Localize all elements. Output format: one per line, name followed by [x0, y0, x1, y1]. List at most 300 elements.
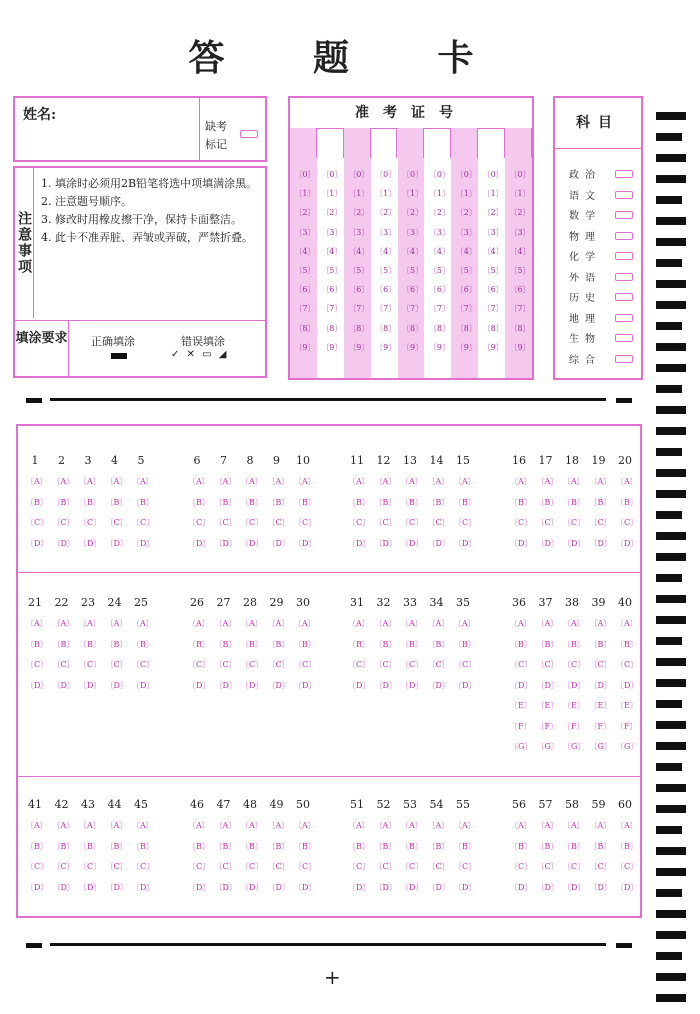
exam-id-digit-bubble[interactable]: 〔8〕 — [482, 323, 504, 333]
answer-option-bubble[interactable]: 〔A〕 — [294, 619, 316, 628]
answer-option-bubble[interactable]: 〔C〕 — [536, 660, 559, 669]
answer-option-bubble[interactable]: 〔C〕 — [267, 660, 290, 669]
answer-option-bubble[interactable]: 〔A〕 — [454, 821, 476, 830]
answer-option-bubble[interactable]: 〔A〕 — [214, 821, 237, 830]
answer-option-bubble[interactable]: 〔A〕 — [294, 477, 316, 486]
answer-option-bubble[interactable]: 〔D〕 — [294, 882, 317, 892]
answer-option-bubble[interactable]: 〔D〕 — [26, 538, 49, 548]
answer-option-bubble[interactable]: 〔B〕 — [214, 497, 237, 507]
answer-option-bubble[interactable]: 〔C〕 — [241, 660, 264, 669]
exam-id-digit-bubble[interactable]: 〔7〕 — [294, 304, 316, 314]
exam-id-digit-bubble[interactable]: 〔5〕 — [294, 266, 316, 275]
answer-option-bubble[interactable]: 〔B〕 — [294, 841, 316, 851]
answer-option-bubble[interactable]: 〔B〕 — [427, 639, 450, 649]
answer-option-bubble[interactable]: 〔A〕 — [374, 821, 397, 830]
answer-option-bubble[interactable]: 〔D〕 — [427, 538, 450, 548]
exam-id-digit-bubble[interactable]: 〔5〕 — [509, 266, 531, 275]
answer-option-bubble[interactable]: 〔D〕 — [374, 882, 397, 892]
exam-id-digit-bubble[interactable]: 〔2〕 — [482, 208, 504, 218]
exam-id-digit-bubble[interactable]: 〔4〕 — [348, 246, 370, 256]
answer-option-bubble[interactable]: 〔B〕 — [536, 841, 559, 851]
exam-id-digit-bubble[interactable]: 〔8〕 — [509, 323, 531, 333]
answer-option-bubble[interactable]: 〔E〕 — [536, 701, 559, 710]
exam-id-digit-bubble[interactable]: 〔6〕 — [455, 285, 477, 295]
exam-id-digit-bubble[interactable]: 〔7〕 — [348, 304, 370, 314]
answer-option-bubble[interactable]: 〔D〕 — [401, 680, 424, 690]
exam-id-digit-bubble[interactable]: 〔6〕 — [375, 285, 397, 295]
answer-option-bubble[interactable]: 〔B〕 — [188, 497, 210, 507]
answer-option-bubble[interactable]: 〔D〕 — [241, 538, 264, 548]
answer-option-bubble[interactable]: 〔A〕 — [616, 619, 638, 628]
answer-option-bubble[interactable]: 〔C〕 — [427, 518, 450, 527]
answer-option-bubble[interactable]: 〔D〕 — [105, 680, 128, 690]
answer-option-bubble[interactable]: 〔D〕 — [374, 680, 397, 690]
answer-option-bubble[interactable]: 〔A〕 — [132, 821, 154, 830]
exam-id-digit-bubble[interactable]: 〔3〕 — [509, 227, 531, 237]
answer-option-bubble[interactable]: 〔B〕 — [214, 841, 237, 851]
exam-id-digit-bubble[interactable]: 〔2〕 — [428, 208, 450, 218]
exam-id-write-cell[interactable] — [344, 128, 371, 158]
exam-id-digit-bubble[interactable]: 〔8〕 — [428, 323, 450, 333]
answer-option-bubble[interactable]: 〔C〕 — [454, 518, 477, 527]
answer-option-bubble[interactable]: 〔C〕 — [132, 862, 155, 871]
exam-id-digit-bubble[interactable]: 〔0〕 — [348, 170, 370, 179]
answer-option-bubble[interactable]: 〔A〕 — [589, 619, 612, 628]
answer-option-bubble[interactable]: 〔A〕 — [348, 477, 370, 486]
exam-id-digit-bubble[interactable]: 〔6〕 — [482, 285, 504, 295]
exam-id-digit-bubble[interactable]: 〔5〕 — [482, 266, 504, 275]
answer-option-bubble[interactable]: 〔D〕 — [214, 680, 237, 690]
subject-bubble[interactable] — [615, 293, 633, 301]
exam-id-digit-bubble[interactable]: 〔2〕 — [401, 208, 424, 218]
answer-option-bubble[interactable]: 〔C〕 — [510, 518, 533, 527]
answer-option-bubble[interactable]: 〔C〕 — [563, 518, 586, 527]
exam-id-digit-bubble[interactable]: 〔1〕 — [348, 189, 370, 199]
answer-option-bubble[interactable]: 〔D〕 — [105, 538, 128, 548]
answer-option-bubble[interactable]: 〔C〕 — [348, 518, 371, 527]
answer-option-bubble[interactable]: 〔B〕 — [563, 497, 585, 507]
answer-option-bubble[interactable]: 〔B〕 — [26, 639, 48, 649]
answer-option-bubble[interactable]: 〔A〕 — [214, 477, 237, 486]
answer-option-bubble[interactable]: 〔B〕 — [132, 841, 154, 851]
exam-id-write-cell[interactable] — [424, 128, 451, 158]
absent-mark-bubble[interactable] — [240, 130, 258, 138]
exam-id-digit-bubble[interactable]: 〔0〕 — [428, 170, 450, 179]
answer-option-bubble[interactable]: 〔B〕 — [52, 639, 75, 649]
answer-option-bubble[interactable]: 〔D〕 — [348, 680, 371, 690]
answer-option-bubble[interactable]: 〔B〕 — [454, 639, 476, 649]
answer-option-bubble[interactable]: 〔C〕 — [105, 518, 128, 527]
answer-option-bubble[interactable]: 〔F〕 — [563, 721, 585, 731]
exam-id-digit-bubble[interactable]: 〔9〕 — [482, 342, 504, 352]
answer-option-bubble[interactable]: 〔C〕 — [79, 660, 102, 669]
answer-option-bubble[interactable]: 〔B〕 — [616, 639, 638, 649]
answer-option-bubble[interactable]: 〔B〕 — [374, 841, 397, 851]
exam-id-digit-bubble[interactable]: 〔0〕 — [482, 170, 504, 179]
exam-id-digit-bubble[interactable]: 〔3〕 — [294, 227, 316, 237]
answer-option-bubble[interactable]: 〔A〕 — [241, 821, 263, 830]
exam-id-digit-bubble[interactable]: 〔2〕 — [375, 208, 397, 218]
answer-option-bubble[interactable]: 〔B〕 — [26, 497, 48, 507]
subject-bubble[interactable] — [615, 191, 633, 199]
answer-option-bubble[interactable]: 〔B〕 — [401, 497, 423, 507]
answer-option-bubble[interactable]: 〔A〕 — [26, 821, 48, 830]
answer-option-bubble[interactable]: 〔A〕 — [616, 477, 638, 486]
answer-option-bubble[interactable]: 〔C〕 — [536, 862, 559, 871]
exam-id-digit-bubble[interactable]: 〔0〕 — [401, 170, 424, 179]
answer-option-bubble[interactable]: 〔C〕 — [105, 660, 128, 669]
exam-id-digit-bubble[interactable]: 〔8〕 — [375, 323, 397, 333]
answer-option-bubble[interactable]: 〔A〕 — [510, 619, 532, 628]
exam-id-digit-bubble[interactable]: 〔4〕 — [428, 246, 450, 256]
answer-option-bubble[interactable]: 〔B〕 — [427, 497, 450, 507]
answer-option-bubble[interactable]: 〔F〕 — [616, 721, 638, 731]
exam-id-digit-bubble[interactable]: 〔3〕 — [428, 227, 450, 237]
answer-option-bubble[interactable]: 〔A〕 — [188, 619, 210, 628]
answer-option-bubble[interactable]: 〔B〕 — [348, 497, 370, 507]
answer-option-bubble[interactable]: 〔A〕 — [401, 477, 423, 486]
answer-option-bubble[interactable]: 〔A〕 — [132, 477, 154, 486]
answer-option-bubble[interactable]: 〔C〕 — [241, 518, 264, 527]
answer-option-bubble[interactable]: 〔C〕 — [214, 660, 237, 669]
subject-bubble[interactable] — [615, 355, 633, 363]
answer-option-bubble[interactable]: 〔B〕 — [241, 639, 263, 649]
exam-id-digit-bubble[interactable]: 〔5〕 — [321, 266, 343, 275]
subject-bubble[interactable] — [615, 273, 633, 281]
answer-option-bubble[interactable]: 〔C〕 — [52, 862, 75, 871]
answer-option-bubble[interactable]: 〔A〕 — [214, 619, 237, 628]
exam-id-digit-bubble[interactable]: 〔6〕 — [428, 285, 450, 295]
answer-option-bubble[interactable]: 〔D〕 — [589, 882, 612, 892]
answer-option-bubble[interactable]: 〔C〕 — [401, 518, 424, 527]
answer-option-bubble[interactable]: 〔E〕 — [510, 701, 532, 710]
exam-id-digit-bubble[interactable]: 〔7〕 — [375, 304, 397, 314]
answer-option-bubble[interactable]: 〔B〕 — [348, 841, 370, 851]
exam-id-digit-bubble[interactable]: 〔4〕 — [294, 246, 316, 256]
answer-option-bubble[interactable]: 〔B〕 — [132, 497, 154, 507]
answer-option-bubble[interactable]: 〔B〕 — [401, 841, 423, 851]
answer-option-bubble[interactable]: 〔C〕 — [510, 862, 533, 871]
exam-id-digit-bubble[interactable]: 〔0〕 — [375, 170, 397, 179]
answer-option-bubble[interactable]: 〔B〕 — [294, 497, 316, 507]
exam-id-digit-bubble[interactable]: 〔6〕 — [401, 285, 424, 295]
exam-id-digit-bubble[interactable]: 〔6〕 — [509, 285, 531, 295]
answer-option-bubble[interactable]: 〔A〕 — [267, 821, 290, 830]
answer-option-bubble[interactable]: 〔C〕 — [563, 660, 586, 669]
exam-id-digit-bubble[interactable]: 〔8〕 — [321, 323, 343, 333]
exam-id-write-cell[interactable] — [290, 128, 317, 158]
answer-option-bubble[interactable]: 〔A〕 — [563, 821, 585, 830]
answer-option-bubble[interactable]: 〔C〕 — [214, 862, 237, 871]
exam-id-digit-bubble[interactable]: 〔7〕 — [482, 304, 504, 314]
answer-option-bubble[interactable]: 〔D〕 — [401, 882, 424, 892]
answer-option-bubble[interactable]: 〔A〕 — [374, 619, 397, 628]
exam-id-digit-bubble[interactable]: 〔1〕 — [375, 189, 397, 199]
exam-id-digit-bubble[interactable]: 〔7〕 — [455, 304, 477, 314]
answer-option-bubble[interactable]: 〔C〕 — [267, 518, 290, 527]
answer-option-bubble[interactable]: 〔A〕 — [26, 477, 48, 486]
answer-option-bubble[interactable]: 〔D〕 — [79, 882, 102, 892]
answer-option-bubble[interactable]: 〔D〕 — [267, 882, 290, 892]
answer-option-bubble[interactable]: 〔C〕 — [427, 862, 450, 871]
answer-option-bubble[interactable]: 〔B〕 — [510, 841, 532, 851]
answer-option-bubble[interactable]: 〔B〕 — [563, 639, 585, 649]
answer-option-bubble[interactable]: 〔C〕 — [188, 660, 211, 669]
answer-option-bubble[interactable]: 〔B〕 — [294, 639, 316, 649]
exam-id-write-cell[interactable] — [478, 128, 505, 158]
answer-option-bubble[interactable]: 〔C〕 — [79, 518, 102, 527]
exam-id-digit-bubble[interactable]: 〔9〕 — [321, 342, 343, 352]
answer-option-bubble[interactable]: 〔F〕 — [589, 721, 612, 731]
exam-id-digit-bubble[interactable]: 〔1〕 — [509, 189, 531, 199]
answer-option-bubble[interactable]: 〔C〕 — [132, 518, 155, 527]
answer-option-bubble[interactable]: 〔D〕 — [214, 882, 237, 892]
answer-option-bubble[interactable]: 〔A〕 — [79, 821, 101, 830]
answer-option-bubble[interactable]: 〔C〕 — [616, 862, 639, 871]
answer-option-bubble[interactable]: 〔B〕 — [536, 497, 559, 507]
answer-option-bubble[interactable]: 〔E〕 — [616, 701, 638, 710]
answer-option-bubble[interactable]: 〔B〕 — [188, 841, 210, 851]
answer-option-bubble[interactable]: 〔C〕 — [188, 518, 211, 527]
exam-id-digit-bubble[interactable]: 〔1〕 — [321, 189, 343, 199]
answer-option-bubble[interactable]: 〔C〕 — [454, 862, 477, 871]
answer-option-bubble[interactable]: 〔C〕 — [454, 660, 477, 669]
exam-id-digit-bubble[interactable]: 〔3〕 — [321, 227, 343, 237]
exam-id-digit-bubble[interactable]: 〔9〕 — [428, 342, 450, 352]
answer-option-bubble[interactable]: 〔A〕 — [374, 477, 397, 486]
answer-option-bubble[interactable]: 〔D〕 — [616, 538, 639, 548]
answer-option-bubble[interactable]: 〔C〕 — [589, 660, 612, 669]
answer-option-bubble[interactable]: 〔C〕 — [401, 862, 424, 871]
answer-option-bubble[interactable]: 〔B〕 — [267, 841, 290, 851]
exam-id-digit-bubble[interactable]: 〔1〕 — [482, 189, 504, 199]
exam-id-digit-bubble[interactable]: 〔0〕 — [509, 170, 531, 179]
answer-option-bubble[interactable]: 〔C〕 — [105, 862, 128, 871]
answer-option-bubble[interactable]: 〔C〕 — [348, 862, 371, 871]
answer-option-bubble[interactable]: 〔A〕 — [454, 477, 476, 486]
answer-option-bubble[interactable]: 〔D〕 — [267, 680, 290, 690]
answer-option-bubble[interactable]: 〔G〕 — [589, 742, 612, 751]
answer-option-bubble[interactable]: 〔D〕 — [294, 680, 317, 690]
answer-option-bubble[interactable]: 〔C〕 — [241, 862, 264, 871]
answer-option-bubble[interactable]: 〔C〕 — [26, 660, 49, 669]
answer-option-bubble[interactable]: 〔B〕 — [589, 639, 612, 649]
answer-option-bubble[interactable]: 〔D〕 — [241, 680, 264, 690]
exam-id-write-cell[interactable] — [505, 128, 532, 158]
answer-option-bubble[interactable]: 〔D〕 — [132, 538, 155, 548]
answer-option-bubble[interactable]: 〔C〕 — [374, 862, 397, 871]
exam-id-digit-bubble[interactable]: 〔9〕 — [294, 342, 316, 352]
exam-id-digit-bubble[interactable]: 〔1〕 — [294, 189, 316, 199]
answer-option-bubble[interactable]: 〔D〕 — [454, 680, 477, 690]
answer-option-bubble[interactable]: 〔A〕 — [563, 619, 585, 628]
answer-option-bubble[interactable]: 〔A〕 — [267, 477, 290, 486]
answer-option-bubble[interactable]: 〔E〕 — [589, 701, 612, 710]
answer-option-bubble[interactable]: 〔A〕 — [188, 821, 210, 830]
exam-id-digit-bubble[interactable]: 〔2〕 — [348, 208, 370, 218]
answer-option-bubble[interactable]: 〔C〕 — [616, 660, 639, 669]
answer-option-bubble[interactable]: 〔A〕 — [427, 477, 450, 486]
answer-option-bubble[interactable]: 〔A〕 — [105, 619, 128, 628]
exam-id-digit-bubble[interactable]: 〔8〕 — [455, 323, 477, 333]
answer-option-bubble[interactable]: 〔A〕 — [401, 821, 423, 830]
answer-option-bubble[interactable]: 〔D〕 — [616, 882, 639, 892]
answer-option-bubble[interactable]: 〔C〕 — [427, 660, 450, 669]
subject-bubble[interactable] — [615, 232, 633, 240]
answer-option-bubble[interactable]: 〔D〕 — [616, 680, 639, 690]
exam-id-write-cell[interactable] — [451, 128, 478, 158]
answer-option-bubble[interactable]: 〔B〕 — [454, 497, 476, 507]
answer-option-bubble[interactable]: 〔D〕 — [563, 882, 586, 892]
answer-option-bubble[interactable]: 〔D〕 — [589, 680, 612, 690]
answer-option-bubble[interactable]: 〔A〕 — [26, 619, 48, 628]
exam-id-digit-bubble[interactable]: 〔4〕 — [482, 246, 504, 256]
answer-option-bubble[interactable]: 〔D〕 — [52, 680, 75, 690]
answer-option-bubble[interactable]: 〔B〕 — [510, 639, 532, 649]
answer-option-bubble[interactable]: 〔A〕 — [241, 477, 263, 486]
exam-id-write-cell[interactable] — [371, 128, 398, 158]
answer-option-bubble[interactable]: 〔B〕 — [79, 841, 101, 851]
answer-option-bubble[interactable]: 〔C〕 — [294, 862, 317, 871]
answer-option-bubble[interactable]: 〔G〕 — [616, 742, 639, 751]
answer-option-bubble[interactable]: 〔B〕 — [241, 841, 263, 851]
answer-option-bubble[interactable]: 〔C〕 — [589, 862, 612, 871]
exam-id-digit-bubble[interactable]: 〔7〕 — [401, 304, 424, 314]
exam-id-digit-bubble[interactable]: 〔5〕 — [401, 266, 424, 275]
answer-option-bubble[interactable]: 〔D〕 — [427, 680, 450, 690]
answer-option-bubble[interactable]: 〔A〕 — [52, 821, 75, 830]
answer-option-bubble[interactable]: 〔A〕 — [563, 477, 585, 486]
exam-id-digit-bubble[interactable]: 〔4〕 — [321, 246, 343, 256]
answer-option-bubble[interactable]: 〔C〕 — [294, 518, 317, 527]
answer-option-bubble[interactable]: 〔C〕 — [536, 518, 559, 527]
exam-id-digit-bubble[interactable]: 〔3〕 — [482, 227, 504, 237]
answer-option-bubble[interactable]: 〔A〕 — [79, 619, 101, 628]
exam-id-digit-bubble[interactable]: 〔2〕 — [321, 208, 343, 218]
answer-option-bubble[interactable]: 〔D〕 — [510, 680, 533, 690]
exam-id-digit-bubble[interactable]: 〔8〕 — [348, 323, 370, 333]
answer-option-bubble[interactable]: 〔A〕 — [52, 477, 75, 486]
answer-option-bubble[interactable]: 〔G〕 — [536, 742, 559, 751]
subject-bubble[interactable] — [615, 252, 633, 260]
answer-option-bubble[interactable]: 〔A〕 — [427, 619, 450, 628]
exam-id-digit-bubble[interactable]: 〔3〕 — [375, 227, 397, 237]
answer-option-bubble[interactable]: 〔D〕 — [563, 538, 586, 548]
exam-id-digit-bubble[interactable]: 〔2〕 — [294, 208, 316, 218]
exam-id-digit-bubble[interactable]: 〔5〕 — [428, 266, 450, 275]
answer-option-bubble[interactable]: 〔D〕 — [348, 538, 371, 548]
answer-option-bubble[interactable]: 〔E〕 — [563, 701, 585, 710]
answer-option-bubble[interactable]: 〔D〕 — [26, 680, 49, 690]
answer-option-bubble[interactable]: 〔B〕 — [427, 841, 450, 851]
answer-option-bubble[interactable]: 〔C〕 — [616, 518, 639, 527]
exam-id-digit-bubble[interactable]: 〔5〕 — [348, 266, 370, 275]
subject-bubble[interactable] — [615, 314, 633, 322]
answer-option-bubble[interactable]: 〔D〕 — [188, 882, 211, 892]
exam-id-digit-bubble[interactable]: 〔8〕 — [294, 323, 316, 333]
answer-option-bubble[interactable]: 〔B〕 — [267, 497, 290, 507]
subject-bubble[interactable] — [615, 334, 633, 342]
answer-option-bubble[interactable]: 〔B〕 — [510, 497, 532, 507]
answer-option-bubble[interactable]: 〔B〕 — [616, 497, 638, 507]
answer-option-bubble[interactable]: 〔D〕 — [132, 882, 155, 892]
exam-id-digit-bubble[interactable]: 〔1〕 — [455, 189, 477, 199]
answer-option-bubble[interactable]: 〔A〕 — [52, 619, 75, 628]
answer-option-bubble[interactable]: 〔A〕 — [105, 477, 128, 486]
answer-option-bubble[interactable]: 〔B〕 — [589, 497, 612, 507]
answer-option-bubble[interactable]: 〔A〕 — [536, 619, 559, 628]
answer-option-bubble[interactable]: 〔D〕 — [510, 882, 533, 892]
answer-option-bubble[interactable]: 〔D〕 — [79, 680, 102, 690]
answer-option-bubble[interactable]: 〔D〕 — [589, 538, 612, 548]
exam-id-digit-bubble[interactable]: 〔3〕 — [348, 227, 370, 237]
answer-option-bubble[interactable]: 〔D〕 — [454, 882, 477, 892]
answer-option-bubble[interactable]: 〔B〕 — [267, 639, 290, 649]
answer-option-bubble[interactable]: 〔B〕 — [26, 841, 48, 851]
answer-option-bubble[interactable]: 〔A〕 — [267, 619, 290, 628]
answer-option-bubble[interactable]: 〔A〕 — [536, 477, 559, 486]
answer-option-bubble[interactable]: 〔B〕 — [132, 639, 154, 649]
answer-option-bubble[interactable]: 〔B〕 — [79, 639, 101, 649]
answer-option-bubble[interactable]: 〔C〕 — [214, 518, 237, 527]
answer-option-bubble[interactable]: 〔D〕 — [214, 538, 237, 548]
answer-option-bubble[interactable]: 〔D〕 — [536, 538, 559, 548]
answer-option-bubble[interactable]: 〔B〕 — [536, 639, 559, 649]
answer-option-bubble[interactable]: 〔G〕 — [510, 742, 533, 751]
answer-option-bubble[interactable]: 〔B〕 — [241, 497, 263, 507]
answer-option-bubble[interactable]: 〔C〕 — [52, 518, 75, 527]
exam-id-digit-bubble[interactable]: 〔8〕 — [401, 323, 424, 333]
exam-id-digit-bubble[interactable]: 〔2〕 — [455, 208, 477, 218]
answer-option-bubble[interactable]: 〔C〕 — [348, 660, 371, 669]
answer-option-bubble[interactable]: 〔G〕 — [563, 742, 586, 751]
exam-id-digit-bubble[interactable]: 〔0〕 — [294, 170, 316, 179]
answer-option-bubble[interactable]: 〔C〕 — [374, 518, 397, 527]
answer-option-bubble[interactable]: 〔D〕 — [79, 538, 102, 548]
answer-option-bubble[interactable]: 〔D〕 — [26, 882, 49, 892]
answer-option-bubble[interactable]: 〔C〕 — [401, 660, 424, 669]
subject-bubble[interactable] — [615, 211, 633, 219]
exam-id-digit-bubble[interactable]: 〔6〕 — [348, 285, 370, 295]
exam-id-digit-bubble[interactable]: 〔9〕 — [509, 342, 531, 352]
answer-option-bubble[interactable]: 〔D〕 — [427, 882, 450, 892]
answer-option-bubble[interactable]: 〔F〕 — [536, 721, 559, 731]
answer-option-bubble[interactable]: 〔B〕 — [563, 841, 585, 851]
answer-option-bubble[interactable]: 〔A〕 — [510, 821, 532, 830]
answer-option-bubble[interactable]: 〔A〕 — [105, 821, 128, 830]
subject-bubble[interactable] — [615, 170, 633, 178]
answer-option-bubble[interactable]: 〔C〕 — [79, 862, 102, 871]
exam-id-digit-bubble[interactable]: 〔7〕 — [509, 304, 531, 314]
answer-option-bubble[interactable]: 〔D〕 — [536, 882, 559, 892]
answer-option-bubble[interactable]: 〔D〕 — [401, 538, 424, 548]
answer-option-bubble[interactable]: 〔C〕 — [563, 862, 586, 871]
answer-option-bubble[interactable]: 〔A〕 — [241, 619, 263, 628]
answer-option-bubble[interactable]: 〔C〕 — [132, 660, 155, 669]
answer-option-bubble[interactable]: 〔D〕 — [536, 680, 559, 690]
answer-option-bubble[interactable]: 〔C〕 — [52, 660, 75, 669]
answer-option-bubble[interactable]: 〔B〕 — [374, 639, 397, 649]
answer-option-bubble[interactable]: 〔D〕 — [52, 538, 75, 548]
answer-option-bubble[interactable]: 〔C〕 — [510, 660, 533, 669]
answer-option-bubble[interactable]: 〔B〕 — [454, 841, 476, 851]
answer-option-bubble[interactable]: 〔A〕 — [427, 821, 450, 830]
answer-option-bubble[interactable]: 〔B〕 — [52, 497, 75, 507]
answer-option-bubble[interactable]: 〔A〕 — [132, 619, 154, 628]
exam-id-digit-bubble[interactable]: 〔4〕 — [375, 246, 397, 256]
answer-option-bubble[interactable]: 〔A〕 — [616, 821, 638, 830]
answer-option-bubble[interactable]: 〔B〕 — [105, 639, 128, 649]
